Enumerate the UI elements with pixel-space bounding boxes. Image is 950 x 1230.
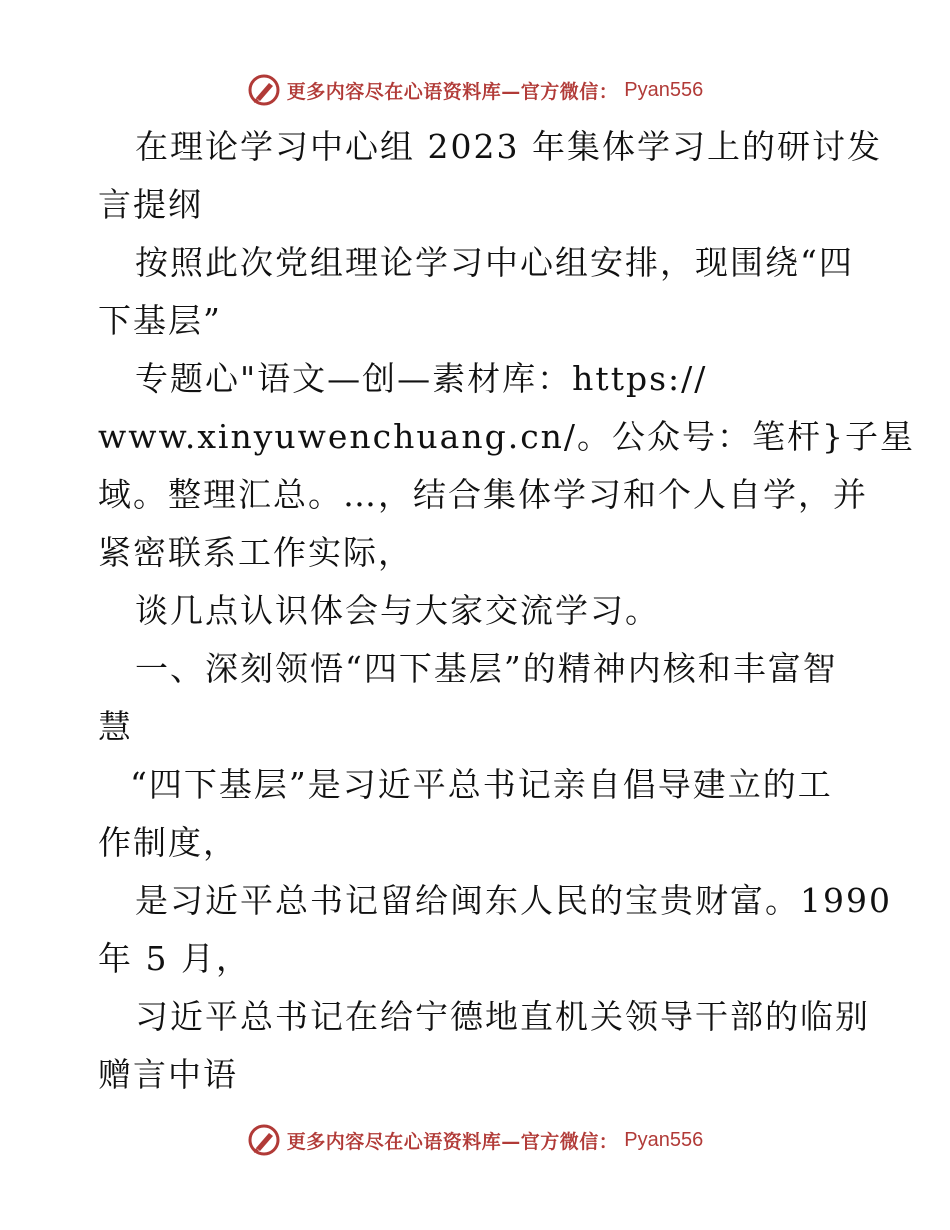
footer-watermark-text: 更多内容尽在心语资料库—官方微信： (286, 1130, 619, 1153)
header-watermark-text: 更多内容尽在心语资料库—官方微信： (286, 80, 619, 103)
document-body (98, 118, 916, 1104)
footer-watermark-banner (0, 1120, 950, 1160)
header-watermark-banner (0, 70, 950, 110)
paragraph-line: 作制度， (98, 823, 238, 862)
paragraph-line: “四下基层”是习近平总书记亲自倡导建立的工 (130, 765, 833, 804)
title-line-1: 在理论学习中心组 2023 年集体学习上的研讨发 (135, 127, 882, 166)
paragraph-line: 下基层” (98, 301, 222, 340)
pen-logo-icon (247, 73, 281, 107)
paragraph-line: 紧密联系工作实际， (98, 533, 413, 572)
pen-logo-icon (247, 1123, 281, 1157)
paragraph-line: 年 5 月， (98, 939, 251, 978)
footer-watermark-handle: Pyan556 (624, 1128, 704, 1151)
paragraph-line: 习近平总书记在给宁德地直机关领导干部的临别 (135, 997, 870, 1036)
paragraph-line: 域。整理汇总。…，结合集体学习和个人自学，并 (98, 475, 868, 514)
paragraph-line: 专题心"语文—创—素材库：https:// (135, 359, 708, 398)
title-line-2: 言提纲 (98, 185, 203, 224)
paragraph-line: 谈几点认识体会与大家交流学习。 (135, 591, 660, 630)
paragraph-line: www.xinyuwenchuang.cn/。公众号：笔杆}子星 (98, 417, 916, 456)
paragraph-line: 赠言中语 (98, 1055, 238, 1094)
header-watermark-handle: Pyan556 (624, 78, 704, 101)
section-heading-line: 慧 (98, 707, 133, 746)
paragraph-line: 按照此次党组理论学习中心组安排，现围绕“四 (135, 243, 854, 282)
section-heading-line: 一、深刻领悟“四下基层”的精神内核和丰富智 (135, 649, 838, 688)
paragraph-line: 是习近平总书记留给闽东人民的宝贵财富。1990 (135, 881, 892, 920)
